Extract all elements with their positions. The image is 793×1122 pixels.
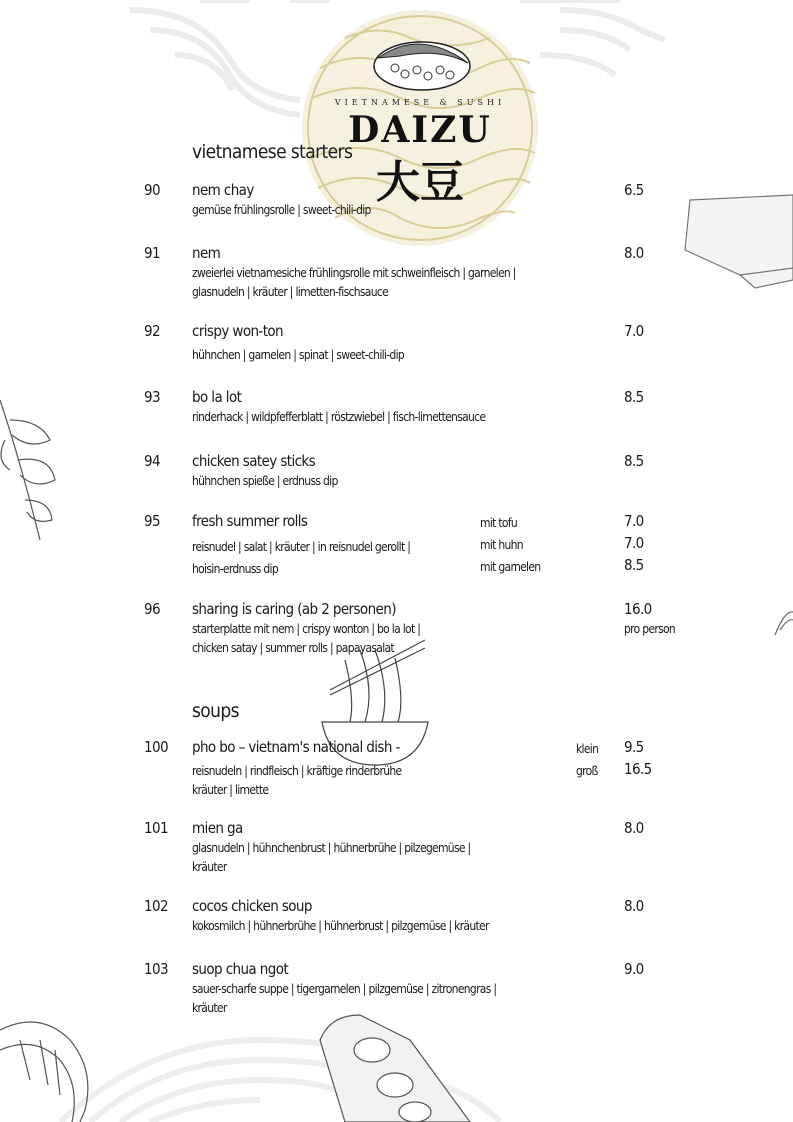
item-number: 96 <box>144 600 160 618</box>
item-name: mien ga <box>192 819 243 837</box>
item-price: 9.0 <box>624 960 644 978</box>
description-line: glasnudeln | kräuter | limetten-fischsauce <box>192 285 389 299</box>
item-price: 6.5 <box>624 181 644 199</box>
description-line: kräuter <box>192 860 227 874</box>
option-label: mit garnelen <box>480 560 541 574</box>
item-price: 7.0 <box>624 322 644 340</box>
description-line: kräuter <box>192 1001 227 1015</box>
description-line: gemüse frühlingsrolle | sweet-chili-dip <box>192 203 371 217</box>
description-line: rinderhack | wildpfefferblatt | röstzwiebel | fisch-limettensauce <box>192 410 486 424</box>
item-description <box>192 536 410 580</box>
item-price: 8.0 <box>624 897 644 915</box>
item-name: fresh summer rolls <box>192 512 308 530</box>
item-name: cocos chicken soup <box>192 897 312 915</box>
item-name: chicken satey sticks <box>192 452 316 470</box>
edge-sketch <box>775 612 793 635</box>
item-number: 91 <box>144 244 160 262</box>
sushi-tray-illustration <box>320 1015 470 1122</box>
option-label: mit tofu <box>480 516 518 530</box>
item-description <box>192 346 404 365</box>
item-name: nem chay <box>192 181 254 199</box>
tofu-illustration <box>685 195 793 288</box>
item-price: 8.5 <box>624 388 644 406</box>
description-line: sauer-scharfe suppe | tigergarnelen | pilzgemüse | zitronengras | <box>192 982 497 996</box>
item-name: crispy won-ton <box>192 322 283 340</box>
item-number: 90 <box>144 181 160 199</box>
item-description <box>192 408 485 427</box>
item-name: pho bo – vietnam's national dish - <box>192 738 400 756</box>
description-line: chicken satay | summer rolls | papayasalat <box>192 641 394 655</box>
description-line: hoisin-erdnuss dip <box>192 562 279 576</box>
item-description <box>192 980 496 1018</box>
logo-name: DAIZU <box>348 109 492 151</box>
item-number: 94 <box>144 452 160 470</box>
item-number: 103 <box>144 960 168 978</box>
description-line: hühnchen | garnelen | spinat | sweet-chili-dip <box>192 348 405 362</box>
sushi-logo-icon <box>374 42 470 90</box>
option-price: 7.0 <box>624 512 644 530</box>
item-description <box>192 762 401 800</box>
size-label: groß <box>576 764 598 778</box>
item-description <box>192 839 470 877</box>
description-line: hühnchen spieße | erdnuss dip <box>192 474 338 488</box>
description-line: reisnudel | salat | kräuter | in reisnudel gerollt | <box>192 540 411 554</box>
item-description <box>192 472 338 491</box>
description-line: kräuter | limette <box>192 783 269 797</box>
option-price: 7.0 <box>624 534 644 552</box>
option-label: mit huhn <box>480 538 523 552</box>
item-name: sharing is caring (ab 2 personen) <box>192 600 396 618</box>
herb-illustration <box>0 400 55 540</box>
item-description <box>192 917 489 936</box>
option-price: 8.5 <box>624 556 644 574</box>
item-description <box>192 201 371 220</box>
section-title-soups: soups <box>192 700 239 722</box>
item-price: 16.0 <box>624 600 652 618</box>
description-line: zweierlei vietnamesiche frühlingsrolle mit schweinfleisch | garnelen | <box>192 266 516 280</box>
logo-kanji: 大豆 <box>376 157 464 208</box>
shrimp-illustration <box>0 1022 88 1122</box>
logo-subtitle: VIETNAMESE & SUSHI <box>334 98 506 107</box>
price-note: pro person <box>624 622 676 636</box>
description-line: reisnudeln | rindfleisch | kräftige rinderbrühe <box>192 764 402 778</box>
item-description <box>192 620 420 658</box>
item-number: 101 <box>144 819 168 837</box>
description-line: glasnudeln | hühnchenbrust | hühnerbrühe | pilzegemüse | <box>192 841 471 855</box>
item-name: nem <box>192 244 221 262</box>
section-title-starters: vietnamese starters <box>192 141 353 163</box>
size-price: 9.5 <box>624 738 644 756</box>
size-price: 16.5 <box>624 760 652 778</box>
item-name: suop chua ngot <box>192 960 289 978</box>
item-number: 100 <box>144 738 168 756</box>
size-label: klein <box>576 742 599 756</box>
item-name: bo la lot <box>192 388 242 406</box>
item-price: 8.0 <box>624 244 644 262</box>
item-price: 8.5 <box>624 452 644 470</box>
item-number: 95 <box>144 512 160 530</box>
item-number: 102 <box>144 897 168 915</box>
description-line: starterplatte mit nem | crispy wonton | bo la lot | <box>192 622 421 636</box>
item-number: 92 <box>144 322 160 340</box>
description-line: kokosmilch | hühnerbrühe | hühnerbrust | pilzgemüse | kräuter <box>192 919 489 933</box>
item-description <box>192 264 516 302</box>
item-price: 8.0 <box>624 819 644 837</box>
item-number: 93 <box>144 388 160 406</box>
